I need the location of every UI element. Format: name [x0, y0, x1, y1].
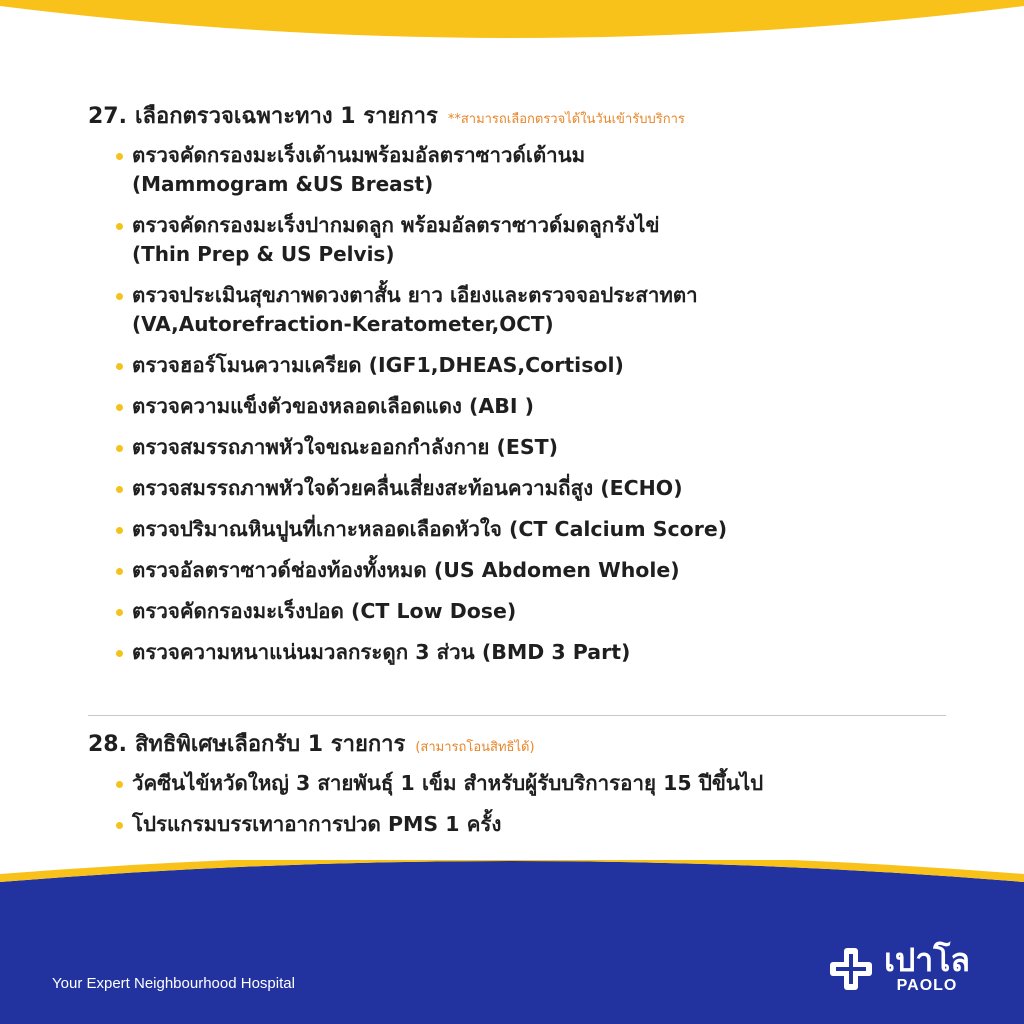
section-number: 28. — [88, 732, 127, 757]
item-subtext: (Mammogram &US Breast) — [132, 172, 434, 196]
list-item — [88, 638, 968, 667]
top-yellow-wave — [0, 0, 1024, 60]
item-text: ตรวจคัดกรองมะเร็งปากมดลูก พร้อมอัลตราซาวด์มดลูกรังไข่ — [132, 213, 660, 237]
item-text: ตรวจฮอร์โมนความเครียด (IGF1,DHEAS,Cortisol) — [132, 353, 624, 377]
bullet-icon — [116, 781, 123, 788]
item-text: วัคซีนไข้หวัดใหญ่ 3 สายพันธุ์ 1 เข็ม สำหรับผู้รับบริการอายุ 15 ปีขึ้นไป — [132, 771, 764, 795]
item-text: ตรวจคัดกรองมะเร็งเต้านมพร้อมอัลตราซาวด์เต้านม — [132, 143, 586, 167]
bullet-icon — [116, 223, 123, 230]
plus-cross-icon — [826, 944, 876, 994]
item-text: ตรวจปริมาณหินปูนที่เกาะหลอดเลือดหัวใจ (CT Calcium Score) — [132, 517, 728, 541]
item-text: ตรวจความแข็งตัวของหลอดเลือดแดง (ABI ) — [132, 394, 535, 418]
bullet-icon — [116, 363, 123, 370]
section-note: **สามารถเลือกตรวจได้ในวันเข้ารับบริการ — [447, 112, 685, 127]
bullet-icon — [116, 293, 123, 300]
item-subtext: (VA,Autorefraction-Keratometer,OCT) — [132, 312, 554, 336]
section-title: สิทธิพิเศษเลือกรับ 1 รายการ — [134, 732, 406, 757]
section-27-heading — [88, 100, 968, 137]
section-note: (สามารถโอนสิทธิได้) — [415, 740, 535, 755]
list-item — [88, 769, 968, 798]
section-28-list — [88, 769, 968, 839]
bullet-icon — [116, 404, 123, 411]
item-text: โปรแกรมบรรเทาอาการปวด PMS 1 ครั้ง — [132, 812, 502, 836]
item-text: ตรวจประเมินสุขภาพดวงตาสั้น ยาว เอียงและตรวจจอประสาทตา — [132, 283, 698, 307]
bullet-icon — [116, 650, 123, 657]
list-item — [88, 597, 968, 626]
section-title: เลือกตรวจเฉพาะทาง 1 รายการ — [134, 104, 438, 129]
bullet-icon — [116, 822, 123, 829]
logo-thai-text: เปาโล — [884, 941, 971, 979]
section-27 — [88, 100, 968, 679]
footer-tagline: Your Expert Neighbourhood Hospital — [52, 975, 295, 992]
section-divider — [88, 715, 946, 716]
section-28-heading — [88, 728, 968, 765]
item-text: ตรวจความหนาแน่นมวลกระดูก 3 ส่วน (BMD 3 Part) — [132, 640, 631, 664]
list-item — [88, 515, 968, 544]
bullet-icon — [116, 568, 123, 575]
list-item — [88, 211, 968, 269]
bullet-icon — [116, 153, 123, 160]
list-item — [88, 474, 968, 503]
item-text: ตรวจสมรรถภาพหัวใจด้วยคลื่นเสี่ยงสะท้อนความถี่สูง (ECHO) — [132, 476, 683, 500]
logo-english-text: PAOLO — [896, 977, 958, 994]
bullet-icon — [116, 527, 123, 534]
section-27-list — [88, 141, 968, 667]
item-subtext: (Thin Prep & US Pelvis) — [132, 242, 395, 266]
list-item — [88, 281, 968, 339]
list-item — [88, 392, 968, 421]
logo-wordmark — [884, 941, 971, 994]
bottom-blue-wave — [0, 860, 1024, 1024]
item-text: ตรวจอัลตราซาวด์ช่องท้องทั้งหมด (US Abdomen Whole) — [132, 558, 680, 582]
paolo-logo — [826, 941, 971, 994]
list-item — [88, 810, 968, 839]
bullet-icon — [116, 445, 123, 452]
bullet-icon — [116, 486, 123, 493]
section-28 — [88, 728, 968, 851]
list-item — [88, 351, 968, 380]
item-text: ตรวจคัดกรองมะเร็งปอด (CT Low Dose) — [132, 599, 517, 623]
section-number: 27. — [88, 104, 127, 129]
bullet-icon — [116, 609, 123, 616]
list-item — [88, 141, 968, 199]
item-text: ตรวจสมรรถภาพหัวใจขณะออกกำลังกาย (EST) — [132, 435, 559, 459]
list-item — [88, 556, 968, 585]
list-item — [88, 433, 968, 462]
